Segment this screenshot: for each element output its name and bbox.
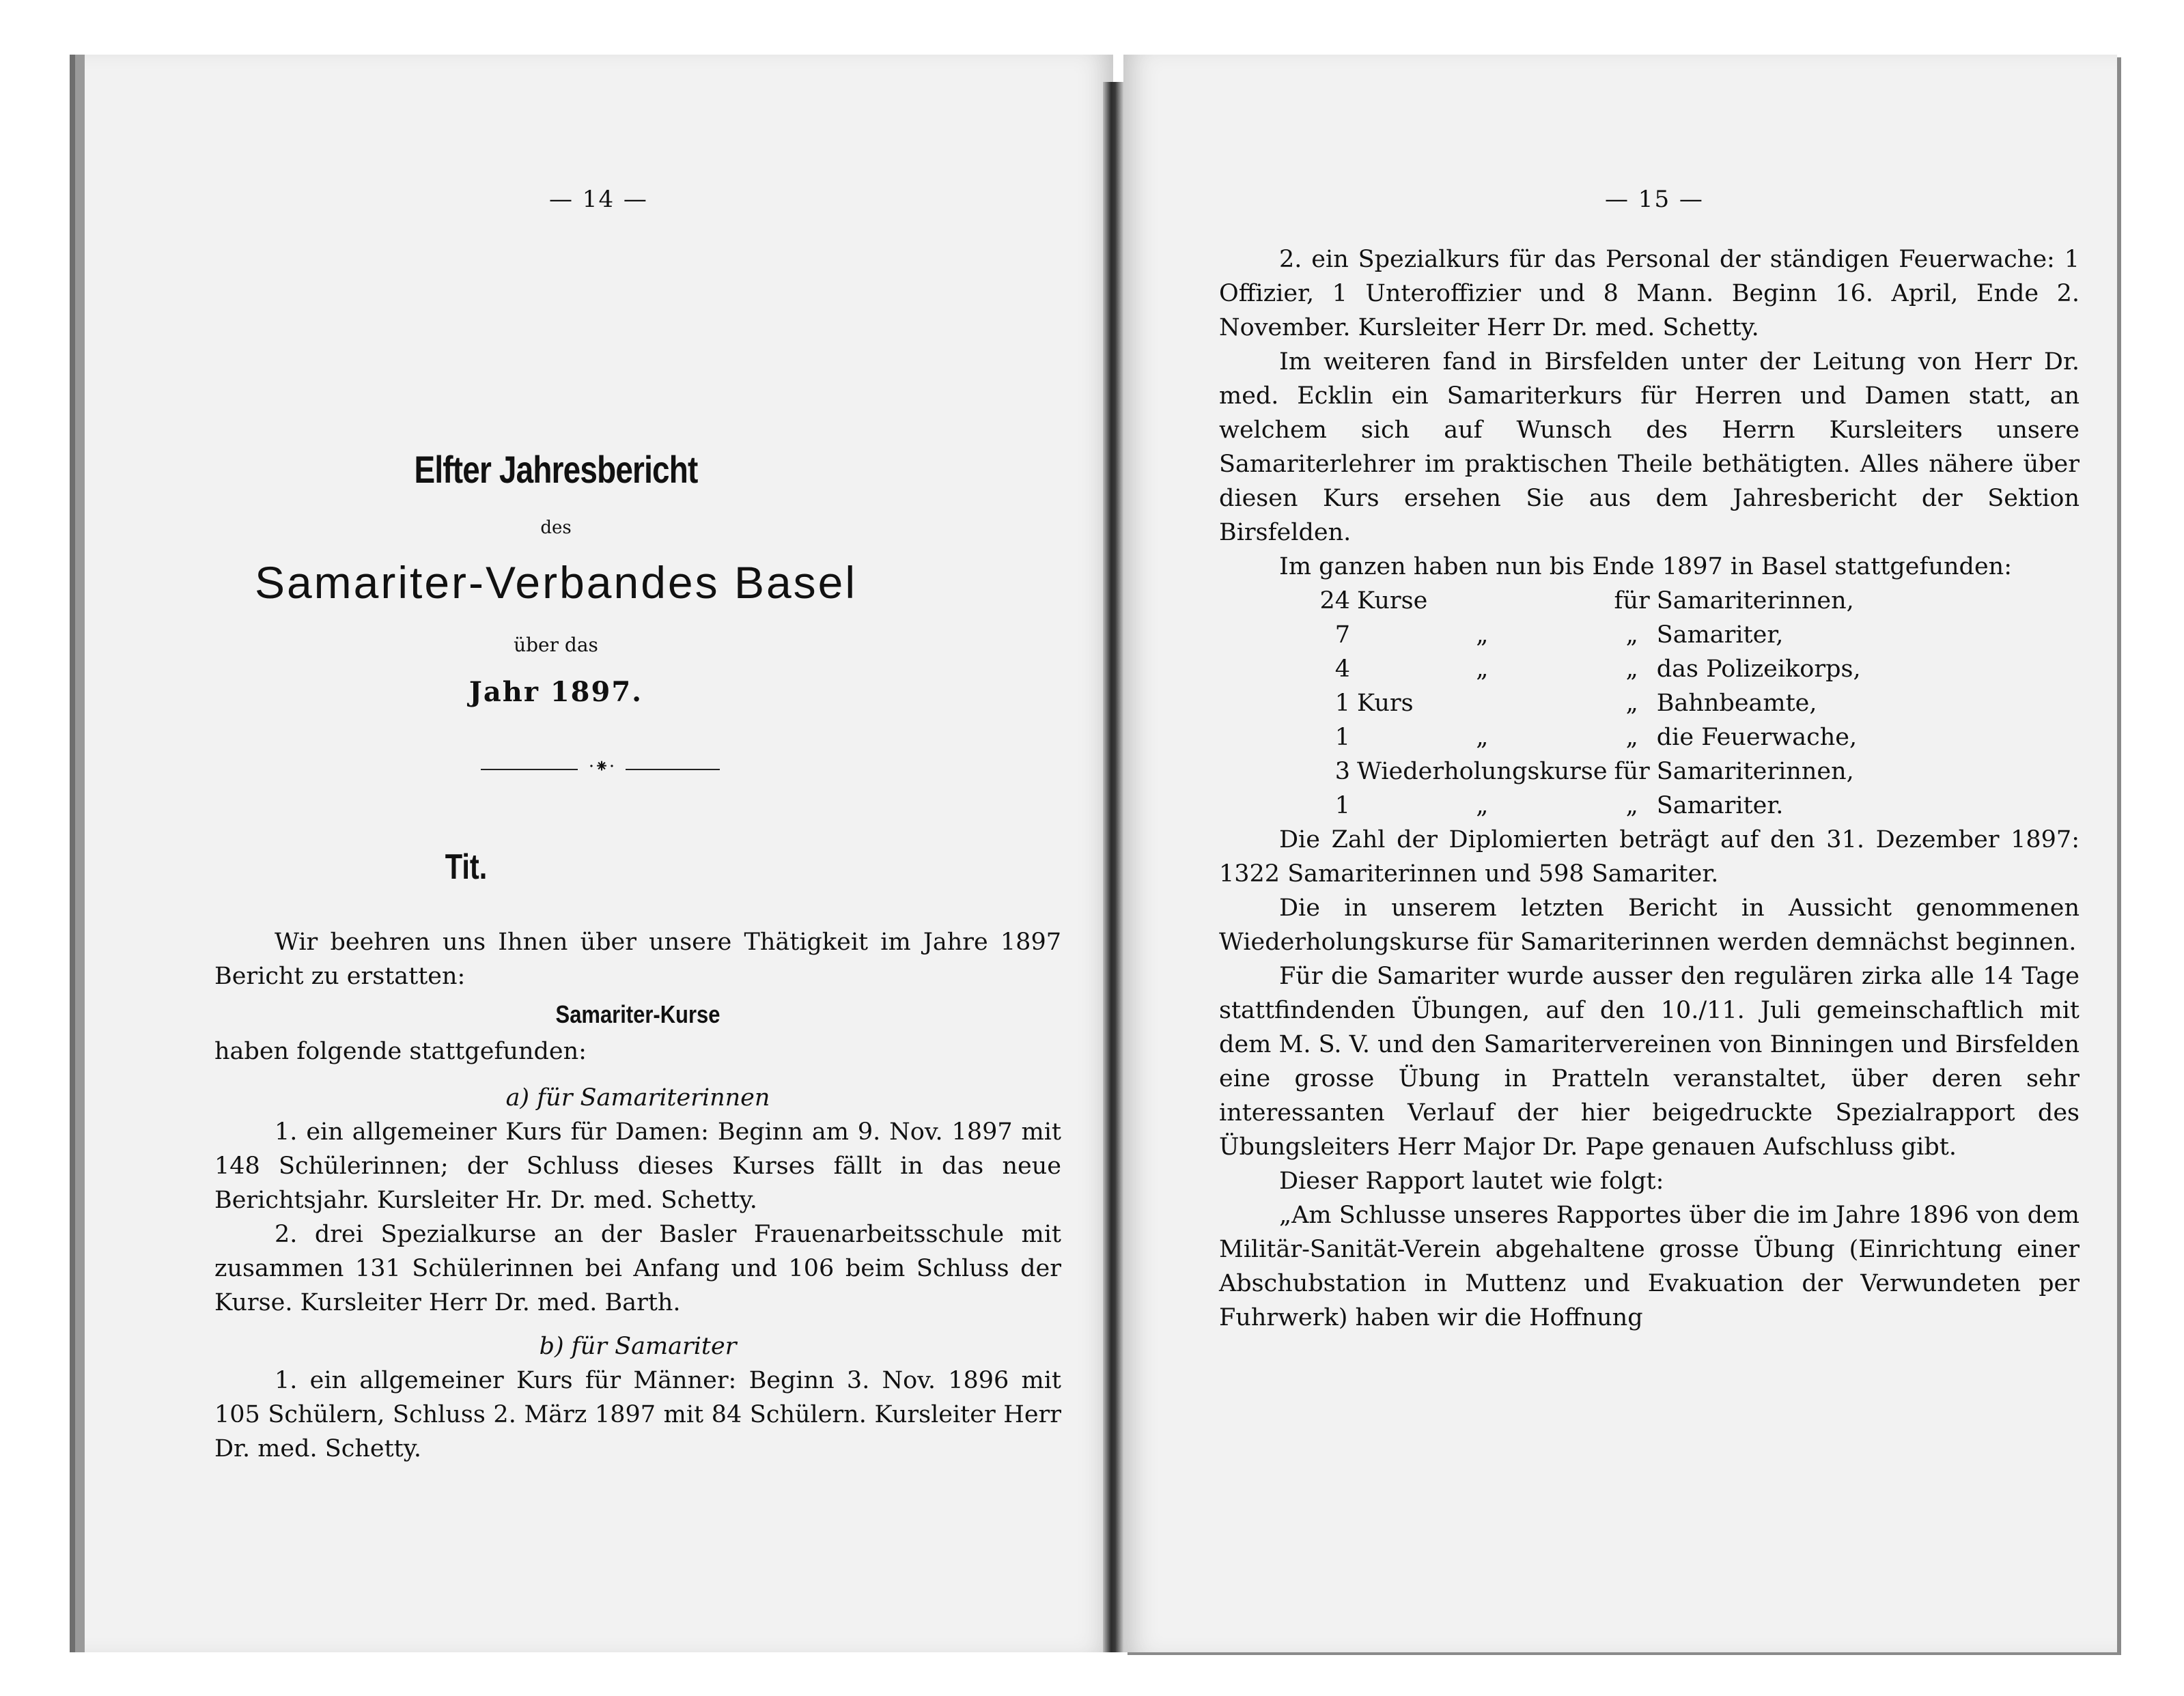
title-ueber: über das xyxy=(514,634,598,656)
paragraph-7: Dieser Rapport lautet wie folgt: xyxy=(1279,1168,1664,1195)
book-gutter xyxy=(1103,82,1123,1652)
paragraph-5: Die in unserem letzten Bericht in Aussicht genommenen Wiederholungskurse für Samariterinnen werden demnächst beginnen. xyxy=(1219,894,2080,956)
table-row: 1 Kurs „ Bahnbeamte, xyxy=(1334,690,1817,717)
salutation: Tit. xyxy=(445,847,488,887)
paragraph-6: Für die Samariter wurde ausser den regulären zirka alle 14 Tage stattfindenden Übungen, auf den 10./11. Juli gemeinschaftlich mit dem M. S. V. und den Samaritervereinen von Binningen und Birsfelden eine grosse Übung in Pratteln veranstaltet, über deren sehr interessanten Verlauf der hier beigedruckte Spezialrapport des Übungsleiters Herr Major Dr. Pape genauen Aufschluss gibt. xyxy=(1219,963,2080,1161)
section-lead: haben folgende stattgefunden: xyxy=(214,1038,587,1065)
page-number: — 15 — xyxy=(1605,186,1704,213)
report-title: Elfter Jahresbericht xyxy=(414,448,698,491)
right-page xyxy=(1123,55,2117,1652)
paragraph-8: „Am Schlusse unseres Rapportes über die im Jahre 1896 von dem Militär-Sanität-Verein abgehaltene grosse Übung (Einrichtung einer Abschubstation in Muttenz und Evakuation der Verwundeten per Fuhrwerk) haben wir die Hoffnung xyxy=(1219,1202,2080,1331)
table-row: 7 „ „ Samariter, xyxy=(1334,621,1784,649)
organization-name: Samariter-Verbandes Basel xyxy=(254,557,858,608)
table-row: 24 Kurse für Samariterinnen, xyxy=(1319,587,1854,614)
paragraph-1: 2. ein Spezialkurs für das Personal der ständigen Feuerwache: 1 Offizier, 1 Unteroffizier und 8 Mann. Beginn 16. April, Ende 2. November. Kursleiter Herr Dr. med. Schetty. xyxy=(1219,246,2080,341)
report-year: Jahr 1897. xyxy=(468,676,643,708)
left-page xyxy=(75,55,1113,1652)
intro-paragraph: Wir beehren uns Ihnen über unsere Thätigkeit im Jahre 1897 Bericht zu erstatten: xyxy=(214,929,1061,990)
paragraph-2: Im weiteren fand in Birsfelden unter der Leitung von Herr Dr. med. Ecklin ein Samariterkurs für Herren und Damen statt, an welchem sich auf Wunsch des Herrn Kursleiters unsere Samariterlehrer im praktischen Theile bethätigten. Alles nähere über diesen Kurs ersehen Sie aus dem Jahresbericht der Sektion Birsfelden. xyxy=(1219,348,2080,546)
subheading-a: a) für Samariterinnen xyxy=(505,1084,770,1112)
page-number: — 14 — xyxy=(549,186,648,213)
open-book xyxy=(75,55,2117,1652)
paragraph-a2: 2. drei Spezialkurse an der Basler Frauenarbeitsschule mit zusammen 131 Schülerinnen bei Anfang und 106 beim Schluss der Kurse. Kursleiter Herr Dr. med. Barth. xyxy=(214,1221,1061,1316)
title-des: des xyxy=(540,518,572,538)
table-row: 1 „ „ die Feuerwache, xyxy=(1334,724,1858,751)
paragraph-a1: 1. ein allgemeiner Kurs für Damen: Beginn am 9. Nov. 1897 mit 148 Schülerinnen; der Schluss dieses Kurses fällt in das neue Berichtsjahr. Kursleiter Hr. Dr. med. Schetty. xyxy=(214,1118,1061,1214)
ornament-glyph: ·⁕· xyxy=(578,757,626,777)
table-row: 1 „ „ Samariter. xyxy=(1334,792,1784,819)
paragraph-b1: 1. ein allgemeiner Kurs für Männer: Beginn 3. Nov. 1896 mit 105 Schülern, Schluss 2. März 1897 mit 84 Schülern. Kursleiter Herr Dr. med. Schetty. xyxy=(214,1367,1061,1462)
table-row: 4 „ „ das Polizeikorps, xyxy=(1334,655,1861,683)
right-body-text xyxy=(1219,242,2080,1335)
course-totals-table xyxy=(1315,584,1868,823)
paragraph-3: Im ganzen haben nun bis Ende 1897 in Basel stattgefunden: xyxy=(1279,553,2013,580)
section-heading: Samariter-Kurse xyxy=(555,1000,720,1028)
table-row: 3 Wiederholungskurse für Samariterinnen, xyxy=(1334,758,1854,785)
subheading-b: b) für Samariter xyxy=(539,1333,737,1360)
left-body-text xyxy=(214,925,1061,1466)
paragraph-4: Die Zahl der Diplomierten beträgt auf den 31. Dezember 1897: 1322 Samariterinnen und 598 Samariter. xyxy=(1219,826,2080,888)
